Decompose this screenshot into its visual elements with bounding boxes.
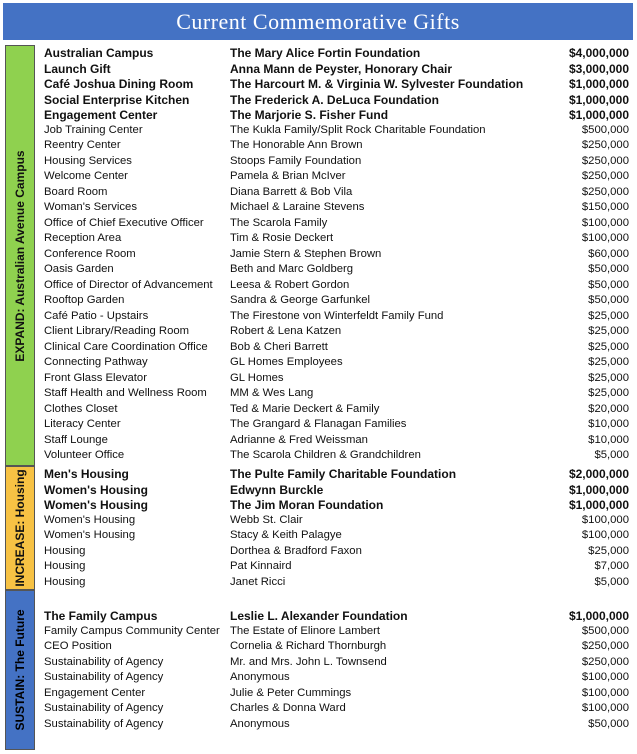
gift-amount: $100,000 bbox=[581, 671, 629, 683]
gift-row bbox=[44, 248, 629, 264]
gift-donor: Leesa & Robert Gordon bbox=[230, 278, 350, 291]
gift-name: Client Library/Reading Room bbox=[44, 325, 190, 337]
gift-amount: $100,000 bbox=[581, 216, 629, 229]
gift-row bbox=[44, 560, 629, 576]
gift-amount: $5,000 bbox=[594, 449, 629, 461]
gift-name: Housing Services bbox=[44, 154, 132, 167]
gift-donor: Anonymous bbox=[230, 717, 290, 730]
gift-name: Women's Housing bbox=[44, 529, 136, 541]
gift-row bbox=[44, 702, 629, 718]
gift-donor: Bob & Cheri Barrett bbox=[230, 340, 328, 353]
gift-amount: $60,000 bbox=[588, 247, 629, 260]
gift-name: Sustainability of Agency bbox=[44, 717, 164, 730]
gift-row bbox=[44, 62, 629, 78]
gift-name: Reentry Center bbox=[44, 139, 121, 151]
gift-donor: The Kukla Family/Split Rock Charitable Foundation bbox=[230, 123, 486, 136]
gift-donor: Dorthea & Bradford Faxon bbox=[230, 544, 362, 557]
gift-name: Clothes Closet bbox=[44, 402, 118, 415]
gift-amount: $25,000 bbox=[588, 356, 629, 368]
gift-donor: Charles & Donna Ward bbox=[230, 702, 346, 714]
gift-name: The Family Campus bbox=[44, 609, 158, 623]
gift-row bbox=[44, 356, 629, 372]
gift-amount: $500,000 bbox=[581, 624, 629, 637]
gift-row bbox=[44, 325, 629, 341]
gift-name: Women's Housing bbox=[44, 513, 136, 526]
gift-amount: $250,000 bbox=[581, 170, 629, 182]
gift-donor: The Scarola Family bbox=[230, 216, 328, 229]
gift-donor: The Jim Moran Foundation bbox=[230, 498, 384, 512]
gift-name: Women's Housing bbox=[44, 482, 148, 497]
gift-amount: $2,000,000 bbox=[568, 467, 629, 481]
gift-donor: Michael & Laraine Stevens bbox=[230, 201, 365, 213]
gift-row bbox=[44, 498, 629, 514]
gift-donor: The Mary Alice Fortin Foundation bbox=[230, 46, 421, 60]
gift-amount: $1,000,000 bbox=[568, 77, 629, 91]
gift-donor: GL Homes bbox=[230, 371, 284, 384]
gift-amount: $4,000,000 bbox=[568, 46, 629, 60]
gift-donor: The Honorable Ann Brown bbox=[230, 139, 363, 151]
gift-row bbox=[44, 372, 629, 388]
gift-row bbox=[44, 418, 629, 434]
gift-donor: Janet Ricci bbox=[230, 575, 286, 588]
gift-name: Rooftop Garden bbox=[44, 294, 125, 306]
gift-row bbox=[44, 232, 629, 248]
section-sustain-label bbox=[5, 590, 35, 750]
gift-name: Woman's Services bbox=[44, 201, 137, 213]
gift-donor: The Estate of Elinore Lambert bbox=[230, 624, 381, 637]
gift-donor: Stacy & Keith Palagye bbox=[230, 529, 342, 541]
gift-amount: $1,000,000 bbox=[568, 498, 629, 512]
gift-name: Housing bbox=[44, 575, 86, 588]
gift-name: Job Training Center bbox=[44, 123, 143, 136]
gift-amount: $1,000,000 bbox=[568, 609, 629, 623]
gift-donor: Stoops Family Foundation bbox=[230, 154, 362, 167]
gift-amount: $100,000 bbox=[581, 702, 629, 714]
gift-donor: Tim & Rosie Deckert bbox=[230, 232, 334, 244]
gift-name: Volunteer Office bbox=[44, 449, 125, 461]
gift-name: Housing bbox=[44, 544, 86, 557]
gift-donor: The Firestone von Winterfeldt Family Fund bbox=[230, 309, 444, 322]
gift-row bbox=[44, 217, 629, 233]
gift-row bbox=[44, 77, 629, 93]
gift-row bbox=[44, 449, 629, 465]
gift-donor: Anonymous bbox=[230, 671, 290, 683]
gift-donor: Cornelia & Richard Thornburgh bbox=[230, 640, 387, 652]
gift-donor: Julie & Peter Cummings bbox=[230, 686, 352, 699]
gift-donor: Robert & Lena Katzen bbox=[230, 325, 342, 337]
gift-row bbox=[44, 687, 629, 703]
gift-donor: The Harcourt M. & Virginia W. Sylvester Foundation bbox=[230, 77, 524, 91]
gift-amount: $50,000 bbox=[588, 263, 629, 275]
gift-donor: Leslie L. Alexander Foundation bbox=[230, 609, 408, 623]
gift-name: Literacy Center bbox=[44, 418, 121, 430]
gift-row bbox=[44, 124, 629, 140]
gift-donor: Edwynn Burckle bbox=[230, 482, 324, 497]
gift-amount: $10,000 bbox=[588, 433, 629, 446]
gift-name: Housing bbox=[44, 560, 86, 572]
gift-donor: Sandra & George Garfunkel bbox=[230, 294, 371, 306]
gift-amount: $7,000 bbox=[594, 560, 629, 572]
gift-name: Staff Health and Wellness Room bbox=[44, 387, 207, 399]
gift-donor: GL Homes Employees bbox=[230, 356, 343, 368]
gift-amount: $5,000 bbox=[594, 575, 629, 588]
gift-row bbox=[44, 576, 629, 592]
gift-donor: Diana Barrett & Bob Vila bbox=[230, 185, 353, 198]
gift-donor: Pamela & Brian McIver bbox=[230, 170, 346, 182]
gift-name: Engagement Center bbox=[44, 686, 146, 699]
gift-amount: $250,000 bbox=[581, 185, 629, 198]
gift-amount: $25,000 bbox=[588, 387, 629, 399]
gift-donor: The Marjorie S. Fisher Fund bbox=[230, 108, 389, 122]
gift-amount: $500,000 bbox=[581, 123, 629, 136]
page-title: Current Commemorative Gifts bbox=[3, 3, 633, 40]
gift-amount: $100,000 bbox=[581, 686, 629, 699]
gift-row bbox=[44, 155, 629, 171]
gift-amount: $250,000 bbox=[581, 655, 629, 668]
gift-row bbox=[44, 625, 629, 641]
gift-name: Reception Area bbox=[44, 232, 122, 244]
gift-donor: The Frederick A. DeLuca Foundation bbox=[230, 92, 439, 107]
gift-donor: Pat Kinnaird bbox=[230, 560, 292, 572]
gift-amount: $1,000,000 bbox=[568, 482, 629, 497]
section-expand-text: EXPAND: Australian Avenue Campus bbox=[13, 149, 27, 362]
gift-name: Engagement Center bbox=[44, 108, 158, 122]
gift-amount: $20,000 bbox=[588, 402, 629, 415]
gift-amount: $3,000,000 bbox=[568, 61, 629, 76]
gift-donor: MM & Wes Lang bbox=[230, 387, 314, 399]
gift-row bbox=[44, 108, 629, 124]
section-increase-text: INCREASE: Housing bbox=[13, 469, 27, 587]
gift-amount: $150,000 bbox=[581, 201, 629, 213]
gift-name: Oasis Garden bbox=[44, 263, 114, 275]
gift-name: Clinical Care Coordination Office bbox=[44, 340, 208, 353]
gift-amount: $10,000 bbox=[588, 418, 629, 430]
section-increase-label bbox=[5, 466, 35, 590]
gift-name: Family Campus Community Center bbox=[44, 624, 220, 637]
gift-amount: $250,000 bbox=[581, 139, 629, 151]
gift-name: Café Patio - Upstairs bbox=[44, 309, 149, 322]
gift-donor: Ted & Marie Deckert & Family bbox=[230, 402, 380, 415]
gift-name: Welcome Center bbox=[44, 170, 128, 182]
gift-row bbox=[44, 263, 629, 279]
gift-row bbox=[44, 387, 629, 403]
gift-row bbox=[44, 294, 629, 310]
gift-amount: $25,000 bbox=[588, 325, 629, 337]
gift-row bbox=[44, 514, 629, 530]
gift-row bbox=[44, 609, 629, 625]
gift-donor: The Scarola Children & Grandchildren bbox=[230, 449, 421, 461]
gift-donor: Mr. and Mrs. John L. Townsend bbox=[230, 655, 387, 668]
gift-row bbox=[44, 656, 629, 672]
gift-amount: $50,000 bbox=[588, 294, 629, 306]
gift-row bbox=[44, 139, 629, 155]
gift-name: Office of Chief Executive Officer bbox=[44, 216, 204, 229]
gift-donor: The Grangard & Flanagan Families bbox=[230, 418, 407, 430]
section-expand-label bbox=[5, 45, 35, 466]
gift-name: Sustainability of Agency bbox=[44, 671, 164, 683]
gift-name: CEO Position bbox=[44, 640, 112, 652]
gift-name: Launch Gift bbox=[44, 61, 111, 76]
gift-name: Sustainability of Agency bbox=[44, 655, 164, 668]
gift-amount: $100,000 bbox=[581, 529, 629, 541]
gift-amount: $250,000 bbox=[581, 640, 629, 652]
gift-row bbox=[44, 201, 629, 217]
gift-amount: $1,000,000 bbox=[568, 92, 629, 107]
gift-name: Café Joshua Dining Room bbox=[44, 77, 194, 91]
gift-donor: Jamie Stern & Stephen Brown bbox=[230, 247, 382, 260]
gift-row bbox=[44, 93, 629, 109]
gift-donor: Adrianne & Fred Weissman bbox=[230, 433, 368, 446]
gift-row bbox=[44, 186, 629, 202]
gift-row bbox=[44, 545, 629, 561]
gift-row bbox=[44, 529, 629, 545]
gift-name: Office of Director of Advancement bbox=[44, 278, 213, 291]
gift-amount: $100,000 bbox=[581, 232, 629, 244]
gift-name: Connecting Pathway bbox=[44, 356, 148, 368]
gift-amount: $50,000 bbox=[588, 717, 629, 730]
gift-name: Board Room bbox=[44, 185, 108, 198]
gift-name: Sustainability of Agency bbox=[44, 702, 164, 714]
gift-name: Women's Housing bbox=[44, 498, 148, 512]
gift-row bbox=[44, 170, 629, 186]
gift-donor: Anna Mann de Peyster, Honorary Chair bbox=[230, 61, 453, 76]
gift-amount: $25,000 bbox=[588, 371, 629, 384]
gift-amount: $25,000 bbox=[588, 544, 629, 557]
gift-amount: $1,000,000 bbox=[568, 108, 629, 122]
gift-row bbox=[44, 46, 629, 62]
gift-row bbox=[44, 403, 629, 419]
gift-amount: $100,000 bbox=[581, 513, 629, 526]
gift-row bbox=[44, 718, 629, 734]
gift-amount: $25,000 bbox=[588, 340, 629, 353]
gift-donor: Webb St. Clair bbox=[230, 513, 303, 526]
gift-name: Conference Room bbox=[44, 247, 136, 260]
gift-name: Staff Lounge bbox=[44, 433, 108, 446]
gift-amount: $250,000 bbox=[581, 154, 629, 167]
gift-row bbox=[44, 467, 629, 483]
section-sustain-text: SUSTAIN: The Future bbox=[13, 609, 27, 731]
gift-amount: $50,000 bbox=[588, 278, 629, 291]
gift-name: Social Enterprise Kitchen bbox=[44, 92, 190, 107]
gift-row bbox=[44, 279, 629, 295]
gift-donor: The Pulte Family Charitable Foundation bbox=[230, 467, 457, 481]
gift-row bbox=[44, 310, 629, 326]
gift-row bbox=[44, 434, 629, 450]
gift-amount: $25,000 bbox=[588, 309, 629, 322]
gift-donor: Beth and Marc Goldberg bbox=[230, 263, 354, 275]
gift-row bbox=[44, 341, 629, 357]
gift-row bbox=[44, 671, 629, 687]
gift-name: Front Glass Elevator bbox=[44, 371, 147, 384]
gift-name: Men's Housing bbox=[44, 467, 129, 481]
gift-row bbox=[44, 640, 629, 656]
gift-row bbox=[44, 483, 629, 499]
gift-name: Australian Campus bbox=[44, 46, 154, 60]
